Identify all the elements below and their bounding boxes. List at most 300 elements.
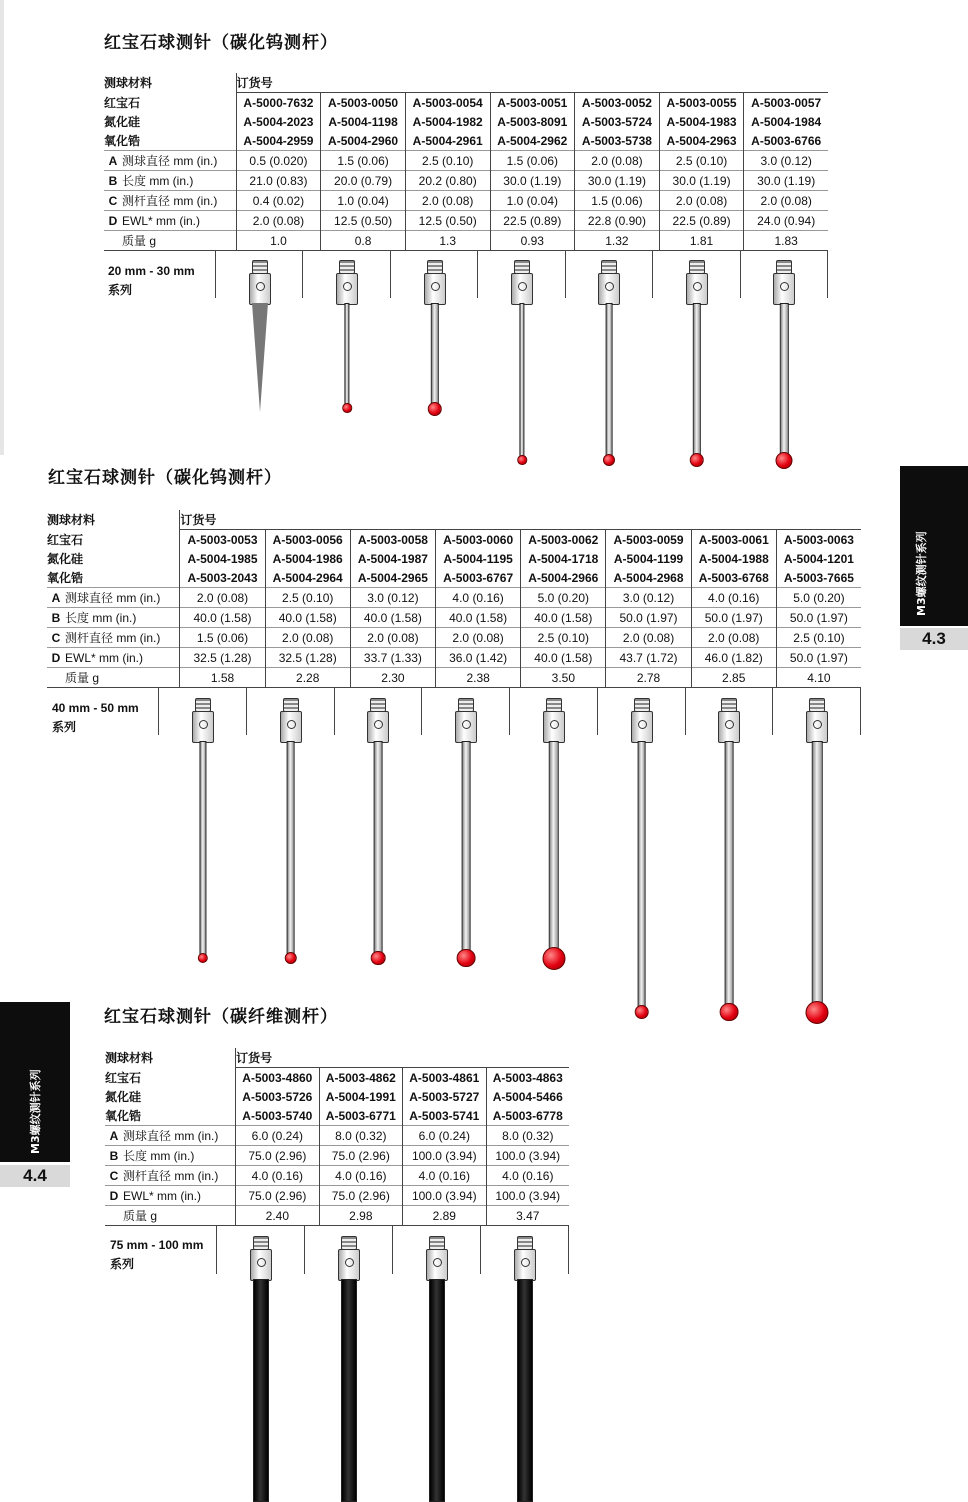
part-number: A-5004-1982: [405, 112, 490, 131]
part-number: A-5003-0050: [321, 93, 406, 113]
stylus-shaft: [341, 1279, 357, 1502]
ruby-ball: [198, 953, 208, 963]
row-description: 测球直径 mm (in.): [123, 1126, 236, 1146]
spec-value: 50.0 (1.97): [776, 608, 861, 628]
stylus-body: [773, 273, 795, 305]
stylus-body: [367, 711, 389, 743]
spec-value: 2.0 (0.08): [265, 628, 350, 648]
stylus-illustration: [417, 1236, 457, 1500]
part-number: A-5004-2964: [265, 568, 350, 588]
spec-value: 30.0 (1.19): [659, 171, 744, 191]
wrench-hole: [287, 720, 296, 729]
stylus-body: [543, 711, 565, 743]
part-number: A-5003-0058: [350, 530, 435, 550]
stylus-shaft: [253, 1279, 269, 1502]
wrench-hole: [256, 282, 265, 291]
stylus-body: [806, 711, 828, 743]
material-label: 氮化硅: [104, 115, 141, 129]
part-number: A-5003-6766: [744, 131, 828, 151]
row-key: [47, 668, 65, 688]
spec-value: 12.5 (0.50): [321, 211, 406, 231]
part-number: A-5004-1198: [321, 112, 406, 131]
part-number: A-5003-0062: [521, 530, 606, 550]
thread: [339, 260, 355, 274]
part-number: A-5003-8091: [490, 112, 575, 131]
part-number: A-5003-6768: [691, 568, 776, 588]
stylus-body: [631, 711, 653, 743]
row-description: 测杆直径 mm (in.): [65, 628, 180, 648]
row-description: 长度 mm (in.): [123, 1146, 236, 1166]
spec-value: 0.93: [490, 231, 575, 251]
row-description: 长度 mm (in.): [65, 608, 180, 628]
column-divider: [772, 688, 773, 735]
spec-value: 100.0 (3.94): [486, 1186, 569, 1206]
part-number: A-5004-2965: [350, 568, 435, 588]
part-number: A-5003-5740: [236, 1106, 319, 1126]
wrench-hole: [345, 1258, 354, 1267]
row-key: C: [104, 191, 122, 211]
wrench-hole: [638, 720, 647, 729]
series-label: 20 mm - 30 mm 系列: [108, 264, 195, 297]
stylus-body: [250, 1249, 272, 1281]
ruby-ball: [603, 454, 615, 466]
thread: [429, 1236, 445, 1250]
part-number: A-5003-5726: [236, 1087, 319, 1106]
part-number: A-5004-1991: [319, 1087, 402, 1106]
part-number: A-5004-1987: [350, 549, 435, 568]
stylus-body: [424, 273, 446, 305]
part-number: A-5004-2023: [236, 112, 321, 131]
series-label: 40 mm - 50 mm 系列: [52, 701, 139, 734]
spec-value: 40.0 (1.58): [350, 608, 435, 628]
stylus-shaft: [637, 741, 646, 1007]
column-divider: [477, 250, 478, 298]
stylus-shaft: [345, 303, 350, 405]
spec-value: 1.5 (0.06): [180, 628, 265, 648]
spec-value: 1.0 (0.04): [490, 191, 575, 211]
thread: [776, 260, 792, 274]
stylus-illustration: [271, 698, 311, 977]
thread: [809, 698, 825, 712]
stylus-shaft: [725, 741, 734, 1005]
spec-value: 50.0 (1.97): [776, 648, 861, 668]
spec-value: 40.0 (1.58): [436, 608, 521, 628]
material-label: 氧化锆: [104, 134, 141, 148]
spec-value: 6.0 (0.24): [403, 1126, 486, 1146]
row-description: 测球直径 mm (in.): [65, 588, 180, 608]
row-key: B: [104, 171, 122, 191]
row-key: B: [47, 608, 65, 628]
part-number: A-5004-2963: [659, 131, 744, 151]
spec-value: 2.0 (0.08): [436, 628, 521, 648]
spec-value: 100.0 (3.94): [403, 1146, 486, 1166]
thread: [689, 260, 705, 274]
spec-value: 2.0 (0.08): [405, 191, 490, 211]
stylus-body: [280, 711, 302, 743]
page-edge-line: [0, 0, 4, 455]
spec-value: 40.0 (1.58): [180, 608, 265, 628]
material-label: 氧化锆: [105, 1109, 142, 1123]
part-number: A-5003-0061: [691, 530, 776, 550]
spec-value: 30.0 (1.19): [575, 171, 660, 191]
material-label: 红宝石: [105, 1070, 142, 1085]
spec-value: 30.0 (1.19): [744, 171, 828, 191]
stylus-body: [249, 273, 271, 305]
thread: [283, 698, 299, 712]
ruby-ball: [690, 453, 705, 468]
stylus-shaft: [199, 741, 206, 955]
material-header: 测球材料: [104, 76, 153, 91]
wrench-hole: [433, 1258, 442, 1267]
material-label: 氧化锆: [47, 571, 84, 585]
stylus-illustration: [240, 260, 280, 432]
stylus-body: [336, 273, 358, 305]
spec-value: 1.3: [405, 231, 490, 251]
spec-value: 3.0 (0.12): [350, 588, 435, 608]
part-number: A-5004-2968: [606, 568, 691, 588]
spec-value: 12.5 (0.50): [405, 211, 490, 231]
row-description: 测球直径 mm (in.): [122, 151, 236, 171]
spec-value: 40.0 (1.58): [521, 648, 606, 668]
spec-value: 2.89: [403, 1206, 486, 1226]
stylus-body: [511, 273, 533, 305]
part-number: A-5004-2960: [321, 131, 406, 151]
part-number: A-5004-1984: [744, 112, 828, 131]
column-divider: [246, 688, 247, 735]
thread: [634, 698, 650, 712]
order-header: 订货号: [236, 73, 828, 93]
material-header: 测球材料: [47, 513, 96, 528]
section-title: 红宝石球测针（碳纤维测杆）: [104, 1007, 338, 1027]
column-divider: [509, 688, 510, 735]
row-description: EWL* mm (in.): [65, 648, 180, 668]
spec-value: 32.5 (1.28): [265, 648, 350, 668]
stylus-illustration: [622, 698, 662, 1031]
spec-value: 2.38: [436, 668, 521, 688]
stylus-body: [426, 1249, 448, 1281]
spec-value: 20.0 (0.79): [321, 171, 406, 191]
part-number: A-5003-6778: [486, 1106, 569, 1126]
part-number: A-5003-4862: [319, 1068, 402, 1088]
spec-value: 1.58: [180, 668, 265, 688]
stylus-illustration: [589, 260, 629, 479]
spec-value: 100.0 (3.94): [486, 1146, 569, 1166]
column-divider: [302, 250, 303, 298]
stylus-illustration: [677, 260, 717, 479]
spec-value: 2.0 (0.08): [659, 191, 744, 211]
row-key: C: [47, 628, 65, 648]
spec-value: 2.30: [350, 668, 435, 688]
spec-value: 5.0 (0.20): [521, 588, 606, 608]
spec-value: 4.0 (0.16): [436, 588, 521, 608]
series-label: 75 mm - 100 mm 系列: [110, 1238, 204, 1271]
stylus-shaft: [430, 303, 438, 404]
spec-value: 50.0 (1.97): [691, 608, 776, 628]
thread: [370, 698, 386, 712]
spec-value: 0.4 (0.02): [236, 191, 321, 211]
spec-value: 2.0 (0.08): [236, 211, 321, 231]
thread: [546, 698, 562, 712]
material-label: 红宝石: [47, 532, 84, 547]
part-number: A-5003-5727: [403, 1087, 486, 1106]
tapered-tip: [252, 303, 268, 412]
column-divider: [685, 688, 686, 735]
wrench-hole: [605, 282, 614, 291]
spec-value: 1.5 (0.06): [321, 151, 406, 171]
wrench-hole: [431, 282, 440, 291]
spec-value: 2.5 (0.10): [521, 628, 606, 648]
part-number: A-5004-1986: [265, 549, 350, 568]
part-number: A-5004-1195: [436, 549, 521, 568]
spec-value: 2.0 (0.08): [691, 628, 776, 648]
spec-value: 3.50: [521, 668, 606, 688]
wrench-hole: [550, 720, 559, 729]
wrench-hole: [521, 1258, 530, 1267]
part-number: A-5004-2962: [490, 131, 575, 151]
stylus-shaft: [812, 741, 823, 1003]
part-number: A-5003-0059: [606, 530, 691, 550]
part-number: A-5003-4863: [486, 1068, 569, 1088]
stylus-illustration: [329, 1236, 369, 1500]
stylus-shaft: [693, 303, 701, 455]
row-key: D: [105, 1186, 123, 1206]
part-number: A-5003-0063: [776, 530, 861, 550]
stylus-illustration: [764, 260, 804, 479]
order-header: 订货号: [236, 1048, 569, 1068]
spec-value: 1.32: [575, 231, 660, 251]
column-divider: [158, 688, 159, 735]
part-number: A-5003-4860: [236, 1068, 319, 1088]
spec-value: 2.98: [319, 1206, 402, 1226]
thread: [514, 260, 530, 274]
thread: [458, 698, 474, 712]
section-number: 4.4: [0, 1165, 70, 1187]
side-tab: [900, 466, 968, 626]
row-description: EWL* mm (in.): [123, 1186, 236, 1206]
spec-value: 2.5 (0.10): [405, 151, 490, 171]
spec-value: 8.0 (0.32): [486, 1126, 569, 1146]
part-number: A-5004-1983: [659, 112, 744, 131]
stylus-illustration: [183, 698, 223, 977]
spec-value: 75.0 (2.96): [319, 1146, 402, 1166]
spec-value: 4.0 (0.16): [403, 1166, 486, 1186]
spec-value: 21.0 (0.83): [236, 171, 321, 191]
spec-value: 3.47: [486, 1206, 569, 1226]
spec-value: 1.5 (0.06): [490, 151, 575, 171]
spec-value: 2.0 (0.08): [350, 628, 435, 648]
spec-value: 100.0 (3.94): [403, 1186, 486, 1206]
spec-value: 4.0 (0.16): [691, 588, 776, 608]
part-number: A-5003-7665: [776, 568, 861, 588]
row-description: 测杆直径 mm (in.): [123, 1166, 236, 1186]
part-number: A-5003-6771: [319, 1106, 402, 1126]
wrench-hole: [693, 282, 702, 291]
spec-value: 75.0 (2.96): [236, 1146, 319, 1166]
ruby-ball: [517, 455, 527, 465]
thread: [517, 1236, 533, 1250]
part-number: A-5004-1201: [776, 549, 861, 568]
spec-value: 20.2 (0.80): [405, 171, 490, 191]
stylus-body: [514, 1249, 536, 1281]
column-divider: [740, 250, 741, 298]
spec-value: 75.0 (2.96): [319, 1186, 402, 1206]
material-header: 测球材料: [105, 1051, 154, 1066]
spec-value: 32.5 (1.28): [180, 648, 265, 668]
ruby-ball: [634, 1005, 649, 1020]
spec-value: 4.0 (0.16): [486, 1166, 569, 1186]
spec-value: 3.0 (0.12): [744, 151, 828, 171]
stylus-body: [686, 273, 708, 305]
ruby-ball: [284, 952, 297, 965]
part-number: A-5003-0055: [659, 93, 744, 113]
part-number: A-5003-5724: [575, 112, 660, 131]
ruby-ball: [342, 403, 352, 413]
spec-value: 0.5 (0.020): [236, 151, 321, 171]
row-key: C: [105, 1166, 123, 1186]
row-key: B: [105, 1146, 123, 1166]
wrench-hole: [257, 1258, 266, 1267]
column-divider: [334, 688, 335, 735]
spec-value: 40.0 (1.58): [521, 608, 606, 628]
spec-value: 46.0 (1.82): [691, 648, 776, 668]
spec-value: 50.0 (1.97): [606, 608, 691, 628]
section-number: 4.3: [900, 628, 968, 650]
part-number: A-5003-4861: [403, 1068, 486, 1088]
part-number: A-5003-0052: [575, 93, 660, 113]
part-number: A-5004-1985: [180, 549, 265, 568]
spec-value: 1.0 (0.04): [321, 191, 406, 211]
stylus-illustration: [415, 260, 455, 428]
ruby-ball: [371, 951, 386, 966]
spec-value: 3.0 (0.12): [606, 588, 691, 608]
spec-value: 1.81: [659, 231, 744, 251]
spec-value: 1.0: [236, 231, 321, 251]
spec-table: [105, 1048, 569, 1226]
thread: [253, 1236, 269, 1250]
spec-value: 0.8: [321, 231, 406, 251]
spec-value: 2.40: [236, 1206, 319, 1226]
spec-value: 2.0 (0.08): [744, 191, 828, 211]
material-label: 红宝石: [104, 95, 141, 110]
part-number: A-5004-5466: [486, 1087, 569, 1106]
column-divider: [827, 250, 828, 298]
thread: [427, 260, 443, 274]
spec-value: 2.0 (0.08): [180, 588, 265, 608]
spec-value: 24.0 (0.94): [744, 211, 828, 231]
side-tab-text: M3螺纹测针系列: [29, 1069, 42, 1154]
stylus-illustration: [327, 260, 367, 427]
stylus-illustration: [446, 698, 486, 977]
spec-value: 22.5 (0.89): [659, 211, 744, 231]
row-key: A: [104, 151, 122, 171]
stylus-shaft: [374, 741, 383, 953]
spec-value: 40.0 (1.58): [265, 608, 350, 628]
stylus-illustration: [534, 698, 574, 977]
side-tab-text: M3螺纹测针系列: [915, 531, 928, 616]
ruby-ball: [806, 1001, 829, 1024]
row-key: A: [47, 588, 65, 608]
part-number: A-5004-2966: [521, 568, 606, 588]
wrench-hole: [374, 720, 383, 729]
column-divider: [860, 688, 861, 735]
column-divider: [390, 250, 391, 298]
part-number: A-5003-0057: [744, 93, 828, 113]
stylus-shaft: [286, 741, 295, 954]
row-description: 长度 mm (in.): [122, 171, 236, 191]
wrench-hole: [462, 720, 471, 729]
spec-value: 4.10: [776, 668, 861, 688]
stylus-body: [455, 711, 477, 743]
spec-value: 2.5 (0.10): [659, 151, 744, 171]
row-key: A: [105, 1126, 123, 1146]
stylus-illustration: [709, 698, 749, 1031]
stylus-body: [598, 273, 620, 305]
row-description: 质量 g: [122, 231, 236, 251]
thread: [341, 1236, 357, 1250]
spec-value: 2.28: [265, 668, 350, 688]
row-description: 质量 g: [123, 1206, 236, 1226]
spec-value: 33.7 (1.33): [350, 648, 435, 668]
ruby-ball: [776, 452, 793, 469]
wrench-hole: [780, 282, 789, 291]
spec-value: 2.85: [691, 668, 776, 688]
stylus-shaft: [519, 303, 524, 457]
part-number: A-5004-1718: [521, 549, 606, 568]
stylus-body: [192, 711, 214, 743]
spec-value: 2.5 (0.10): [776, 628, 861, 648]
row-description: EWL* mm (in.): [122, 211, 236, 231]
part-number: A-5003-2043: [180, 568, 265, 588]
spec-value: 4.0 (0.16): [236, 1166, 319, 1186]
spec-value: 2.78: [606, 668, 691, 688]
column-divider: [565, 250, 566, 298]
part-number: A-5003-6767: [436, 568, 521, 588]
stylus-shaft: [429, 1279, 445, 1502]
column-divider: [216, 1226, 217, 1274]
spec-table: [104, 73, 828, 251]
part-number: A-5003-0051: [490, 93, 575, 113]
spec-value: 8.0 (0.32): [319, 1126, 402, 1146]
stylus-shaft: [549, 741, 560, 949]
part-number: A-5003-0053: [180, 530, 265, 550]
part-number: A-5004-2959: [236, 131, 321, 151]
part-number: A-5000-7632: [236, 93, 321, 113]
spec-value: 22.5 (0.89): [490, 211, 575, 231]
spec-value: 22.8 (0.90): [575, 211, 660, 231]
spec-value: 75.0 (2.96): [236, 1186, 319, 1206]
row-key: [104, 231, 122, 251]
part-number: A-5004-1988: [691, 549, 776, 568]
part-number: A-5004-2961: [405, 131, 490, 151]
wrench-hole: [813, 720, 822, 729]
wrench-hole: [725, 720, 734, 729]
stylus-illustration: [358, 698, 398, 977]
column-divider: [392, 1226, 393, 1274]
thread: [721, 698, 737, 712]
column-divider: [597, 688, 598, 735]
part-number: A-5003-0060: [436, 530, 521, 550]
row-description: 测杆直径 mm (in.): [122, 191, 236, 211]
spec-value: 1.5 (0.06): [575, 191, 660, 211]
thread: [252, 260, 268, 274]
stylus-shaft: [780, 303, 788, 454]
ruby-ball: [542, 947, 565, 970]
stylus-illustration: [505, 1236, 545, 1500]
column-divider: [568, 1226, 569, 1274]
spec-value: 36.0 (1.42): [436, 648, 521, 668]
side-tab: [0, 1002, 70, 1162]
material-label: 氮化硅: [105, 1090, 142, 1104]
